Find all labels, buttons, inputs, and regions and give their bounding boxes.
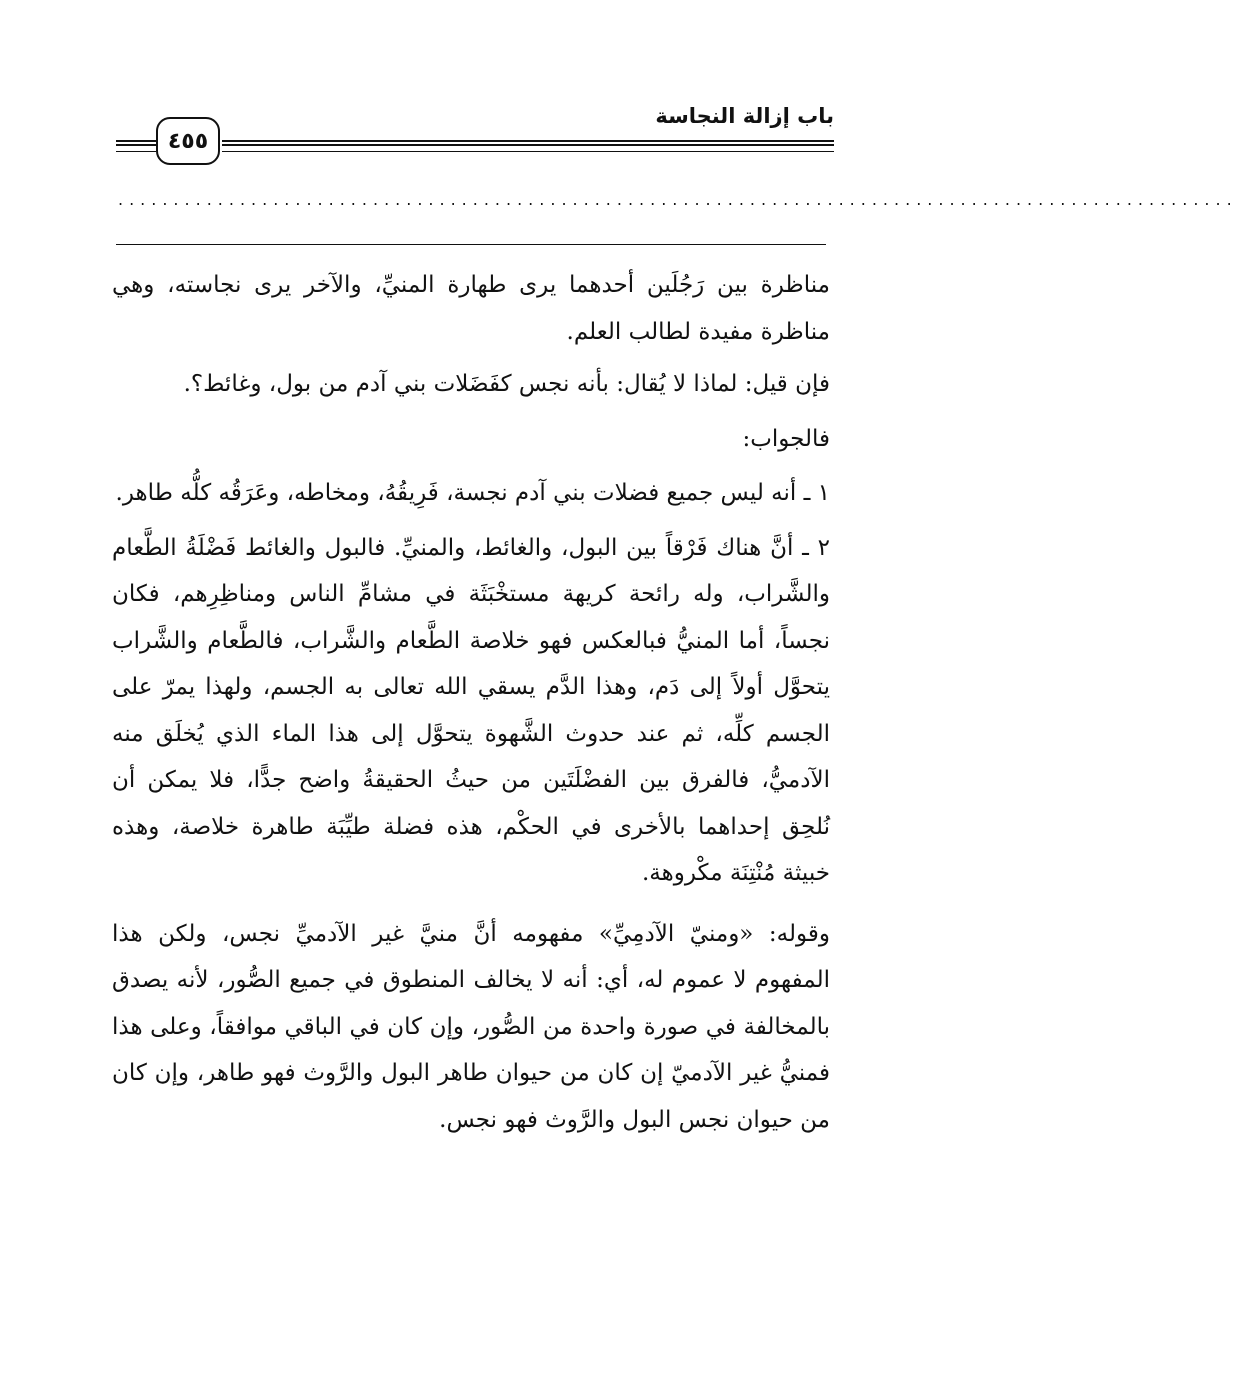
page-number: ٤٥٥ (167, 128, 209, 154)
header-double-rule-right (222, 140, 834, 152)
header-double-rule-left (116, 140, 156, 152)
running-title: باب إزالة النجاسة (655, 104, 834, 128)
paragraph-point-two: ٢ ـ أنَّ هناك فَرْقاً بين البول، والغائط، والمنيِّ. فالبول والغائط فَضْلَةُ الطَّعام والشَّراب، وله رائحة كريهة مستخْبَثَة في مشامِّ الناس ومناظِرِهم، فكان نجساً، أما المنيُّ فبالعكس فهو خلاصة الطَّعام والشَّراب، فالطَّعام والشَّراب يتحوَّل أولاً إلى دَم، وهذا الدَّم يسقي الله تعالى به الجسم، ولهذا يمرّ على الجسم كلِّه، ثم عند حدوث الشَّهوة يتحوَّل إلى هذا الماء الذي يُخلَق منه الآدميُّ، فالفرق بين الفضْلَتَين من حيثُ الحقيقةُ واضح جدًّا، فلا يمكن أن نُلحِق إحداهما بالأخرى في الحكْم، هذه فضلة طيِّبَة طاهرة خلاصة، وهذه خبيثة مُنْتِنَة مكْروهة. (112, 534, 830, 886)
page-number-frame (156, 117, 220, 165)
body-text (112, 262, 830, 1151)
paragraph-objection: فإن قيل: لماذا لا يُقال: بأنه نجس كفَضَلات بني آدم من بول، وغائط؟. (183, 371, 830, 397)
dotted-separator: ..................................................................................................... (118, 190, 1238, 209)
paragraph-qawluhu: وقوله: «ومنيّ الآدمِيِّ» مفهومه أنَّ منيَّ غير الآدميِّ نجس، ولكن هذا المفهوم لا عموم له، أي: أنه لا يخالف المنطوق في جميع الصُّور، لأنه يصدق بالمخالفة في صورة واحدة من الصُّور، وإن كان في الباقي موافقاً، وعلى هذا فمنيُّ غير الآدميّ إن كان من حيوان طاهر البول والرَّوث فهو طاهر، وإن كان من حيوان نجس البول والرَّوث فهو نجس. (112, 920, 830, 1133)
paragraph-answer-heading: فالجواب: (742, 425, 830, 452)
paragraph-point-one: ١ ـ أنه ليس جميع فضلات بني آدم نجسة، فَرِيقُهُ، ومخاطه، وعَرَقُه كلُّه طاهر. (115, 480, 830, 506)
paragraph-munazara: مناظرة بين رَجُلَين أحدهما يرى طهارة المنيِّ، والآخر يرى نجاسته، وهي مناظرة مفيدة لطالب العلم. (112, 272, 830, 345)
header-separator-line (116, 244, 826, 245)
